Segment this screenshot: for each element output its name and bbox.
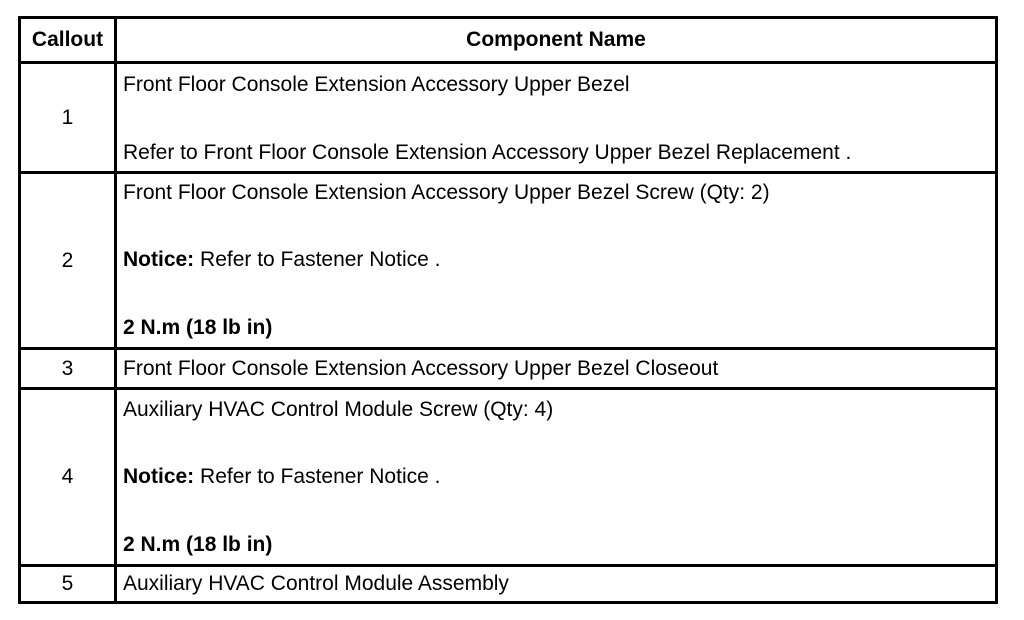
component-cell <box>117 174 995 347</box>
notice-label: Notice: <box>123 465 195 488</box>
torque-spec <box>123 315 991 341</box>
callout-number: 5 <box>21 567 117 601</box>
component-cell <box>117 64 995 171</box>
replacement-reference: Refer to Front Floor Console Extension Accessory Upper Bezel Replacement . <box>123 141 852 164</box>
component-name: Auxiliary HVAC Control Module Assembly <box>123 572 509 595</box>
table-header-row <box>21 19 995 61</box>
components-table <box>18 16 998 604</box>
callout-header: Callout <box>21 19 117 61</box>
component-name: Front Floor Console Extension Accessory Upper Bezel Screw (Qty: 2) <box>123 181 770 204</box>
notice-text: Refer to Fastener Notice . <box>194 465 441 488</box>
callout-number: 3 <box>21 350 117 387</box>
component-cell <box>117 390 995 564</box>
torque-spec <box>123 532 991 558</box>
notice-line <box>123 247 991 273</box>
table-row <box>21 347 995 387</box>
component-name: Auxiliary HVAC Control Module Screw (Qty: 4) <box>123 398 554 421</box>
component-name: Front Floor Console Extension Accessory Upper Bezel Closeout <box>123 356 719 380</box>
component-cell <box>117 350 995 387</box>
component-name-header: Component Name <box>466 28 646 51</box>
callout-number: 4 <box>21 390 117 564</box>
table-row <box>21 564 995 601</box>
notice-label: Notice: <box>123 248 195 271</box>
notice-line <box>123 464 991 490</box>
torque-value: 2 N.m (18 lb in) <box>123 316 273 339</box>
table-row <box>21 61 995 171</box>
callout-number: 2 <box>21 174 117 347</box>
callout-number: 1 <box>21 64 117 171</box>
component-cell <box>117 567 995 601</box>
table-row <box>21 387 995 564</box>
torque-value: 2 N.m (18 lb in) <box>123 533 273 556</box>
notice-text: Refer to Fastener Notice . <box>194 248 441 271</box>
component-name: Front Floor Console Extension Accessory Upper Bezel <box>123 73 630 96</box>
table-row <box>21 171 995 347</box>
